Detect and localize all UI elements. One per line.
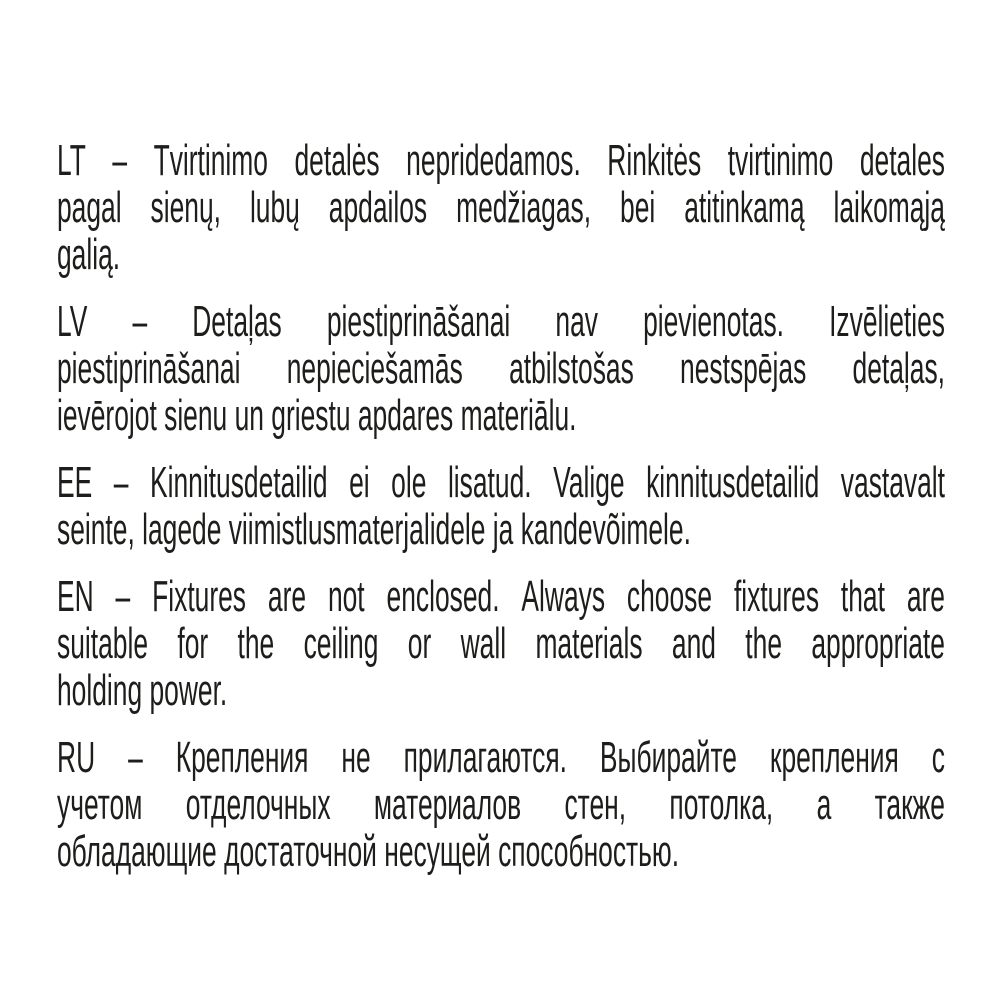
- text-line: EE – Kinnitusdetailid ei ole lisatud. Valige kinnitusdetailid vastavalt: [57, 458, 945, 507]
- text-column: [57, 137, 945, 895]
- text-line: LV – Detaļas piestiprināšanai nav pievienotas. Izvēlieties: [57, 297, 945, 346]
- text-line: учетом отделочных материалов стен, потолка, а также: [57, 780, 945, 829]
- text-line: holding power.: [57, 666, 228, 715]
- paragraph-lt: [57, 137, 945, 278]
- text-line: ievērojot sienu un griestu apdares materiālu.: [57, 391, 577, 440]
- text-line: piestiprināšanai nepieciešamās atbilstošas nestspējas detaļas,: [57, 344, 945, 393]
- paragraph-ru: [57, 734, 945, 875]
- text-line: EN – Fixtures are not enclosed. Always choose fixtures that are: [57, 572, 945, 621]
- paragraph-lv: [57, 298, 945, 439]
- paragraph-en: [57, 573, 945, 714]
- text-line: LT – Tvirtinimo detalės nepridedamos. Rinkitės tvirtinimo detales: [57, 136, 945, 185]
- paragraph-ee: [57, 459, 945, 553]
- text-line: RU – Крепления не прилагаются. Выбирайте крепления с: [57, 733, 945, 782]
- text-line: suitable for the ceiling or wall materials and the appropriate: [57, 619, 945, 668]
- text-line: обладающие достаточной несущей способностью.: [57, 827, 680, 876]
- paragraphs: [57, 137, 945, 875]
- text-line: galią.: [57, 230, 121, 279]
- text-line: seinte, lagede viimistlusmaterjalidele ja kandevõimele.: [57, 505, 691, 554]
- text-line: pagal sienų, lubų apdailos medžiagas, bei atitinkamą laikomąją: [57, 183, 945, 232]
